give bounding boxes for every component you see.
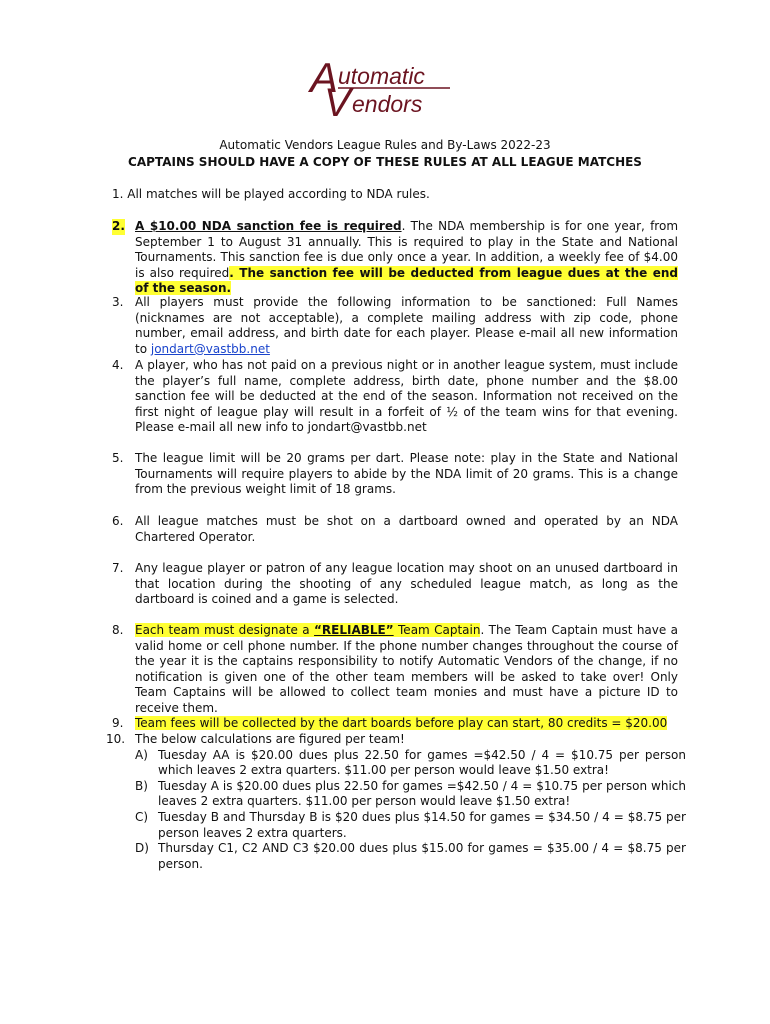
rule-1-text: 1. All matches will be played according to NDA rules. <box>112 187 430 201</box>
rule-number: 5. <box>112 451 124 465</box>
rule-4 <box>112 358 678 436</box>
rule-8-text: . The Team Captain must have a valid home or cell phone number. If the phone number changes throughout the course of the year it is the captains responsibility to notify Automatic Vendors of the change, if no notification is given one of the other team members will be asked to take over! Only Team Captains will be allowed to collect team monies and must have a picture ID to receive them. <box>135 623 678 715</box>
rule-number: 8. <box>112 623 124 637</box>
svg-text:A: A <box>310 54 339 101</box>
sub-item-d <box>135 841 686 872</box>
sub-item-label: C) <box>135 809 149 824</box>
rule-number: 2. <box>112 219 125 233</box>
sub-item-label: D) <box>135 841 149 856</box>
rule-5-text: The league limit will be 20 grams per dart. Please note: play in the State and National Tournaments will require players to abide by the NDA limit of 20 grams. This is a change from the previous weight limit of 18 grams. <box>135 451 678 497</box>
rule-10 <box>106 732 686 872</box>
rule-7 <box>112 561 678 608</box>
rule-number: 7. <box>112 561 124 575</box>
svg-text:utomatic: utomatic <box>338 63 425 89</box>
rule-2-highlight: . The sanction fee will be deducted from league dues at the end of the season. <box>135 265 678 296</box>
sub-item-c <box>135 810 686 841</box>
svg-text:V: V <box>324 81 351 122</box>
sanction-fee-emphasis: A $10.00 NDA sanction fee is required <box>135 219 402 233</box>
rule-number: 3. <box>112 295 124 309</box>
rule-6 <box>112 514 678 545</box>
rule-7-text: Any league player or patron of any league location may shoot on an unused dartboard in that location during the shooting of any scheduled league match, as long as the dartboard is coined and a game is selected. <box>135 561 678 607</box>
rule-2 <box>112 219 678 297</box>
rule-10-text: The below calculations are figured per team! <box>135 732 405 746</box>
rule-3 <box>112 295 678 357</box>
sub-item-a <box>135 748 686 779</box>
sub-item-text: Thursday C1, C2 AND C3 $20.00 dues plus $15.00 for games = $35.00 / 4 = $8.75 per person. <box>158 841 686 871</box>
sub-item-text: Tuesday B and Thursday B is $20 dues plus $14.50 for games = $34.50 / 4 = $8.75 per person leaves 2 extra quarters. <box>158 809 686 840</box>
rule-9-highlight: Team fees will be collected by the dart boards before play can start, 80 credits = $20.00 <box>135 716 668 730</box>
rule-2-text: . The NDA membership is for one year, from September 1 to August 31 annually. This is required to play in the State and National Tournaments. This sanction fee is due only once a year. In addition, a weekly fee of $4.00 is also required <box>135 219 679 280</box>
rule-9 <box>112 716 678 732</box>
rule-number: 6. <box>112 514 124 528</box>
rule-6-text: All league matches must be shot on a dartboard owned and operated by an NDA Chartered Operator. <box>135 514 678 544</box>
reliable-emphasis: “RELIABLE” <box>314 623 394 637</box>
rule-number: 10. <box>106 732 126 746</box>
document-subtitle: CAPTAINS SHOULD HAVE A COPY OF THESE RULES AT ALL LEAGUE MATCHES <box>128 155 642 169</box>
rule-4-text: A player, who has not paid on a previous night or in another league system, must include the player’s full name, complete address, birth date, phone number and the $8.00 sanction fee will be deducted at the end of the season. Information not received on the first night of league play will result in a forfeit of ½ of the team wins for that evening. Please e-mail all new info to jondart@vastbb.net <box>135 358 678 435</box>
rule-8-highlight-end: Team Captain <box>393 623 481 637</box>
email-link[interactable]: jondart@vastbb.net <box>150 341 270 356</box>
sub-item-label: A) <box>135 747 148 762</box>
rule-1 <box>112 187 678 203</box>
rule-8 <box>112 623 678 717</box>
rule-number: 4. <box>112 358 124 372</box>
sub-item-text: Tuesday A is $20.00 dues plus 22.50 for games =$42.50 / 4 = $10.75 per person which leaves 2 extra quarters. $11.00 per person would leave $1.50 extra! <box>158 778 686 809</box>
rule-number: 9. <box>112 716 124 730</box>
rule-5 <box>112 451 678 498</box>
sub-item-text: Tuesday AA is $20.00 dues plus 22.50 for games =$42.50 / 4 = $10.75 per person which leaves 2 extra quarters. $11.00 per person would leave $1.50 extra! <box>158 747 686 778</box>
rule-3-text: All players must provide the following information to be sanctioned: Full Names (nicknames are not acceptable), a complete mailing address with zip code, phone number, email address, and birth date for each player. Please e-mail all new information to <box>135 295 678 356</box>
rule-8-highlight: Each team must designate a <box>135 623 315 637</box>
document-title: Automatic Vendors League Rules and By-Laws 2022-23 <box>219 138 551 152</box>
automatic-vendors-logo <box>308 52 458 122</box>
sub-item-label: B) <box>135 778 148 793</box>
svg-text:endors: endors <box>352 91 423 117</box>
sub-item-b <box>135 779 686 810</box>
